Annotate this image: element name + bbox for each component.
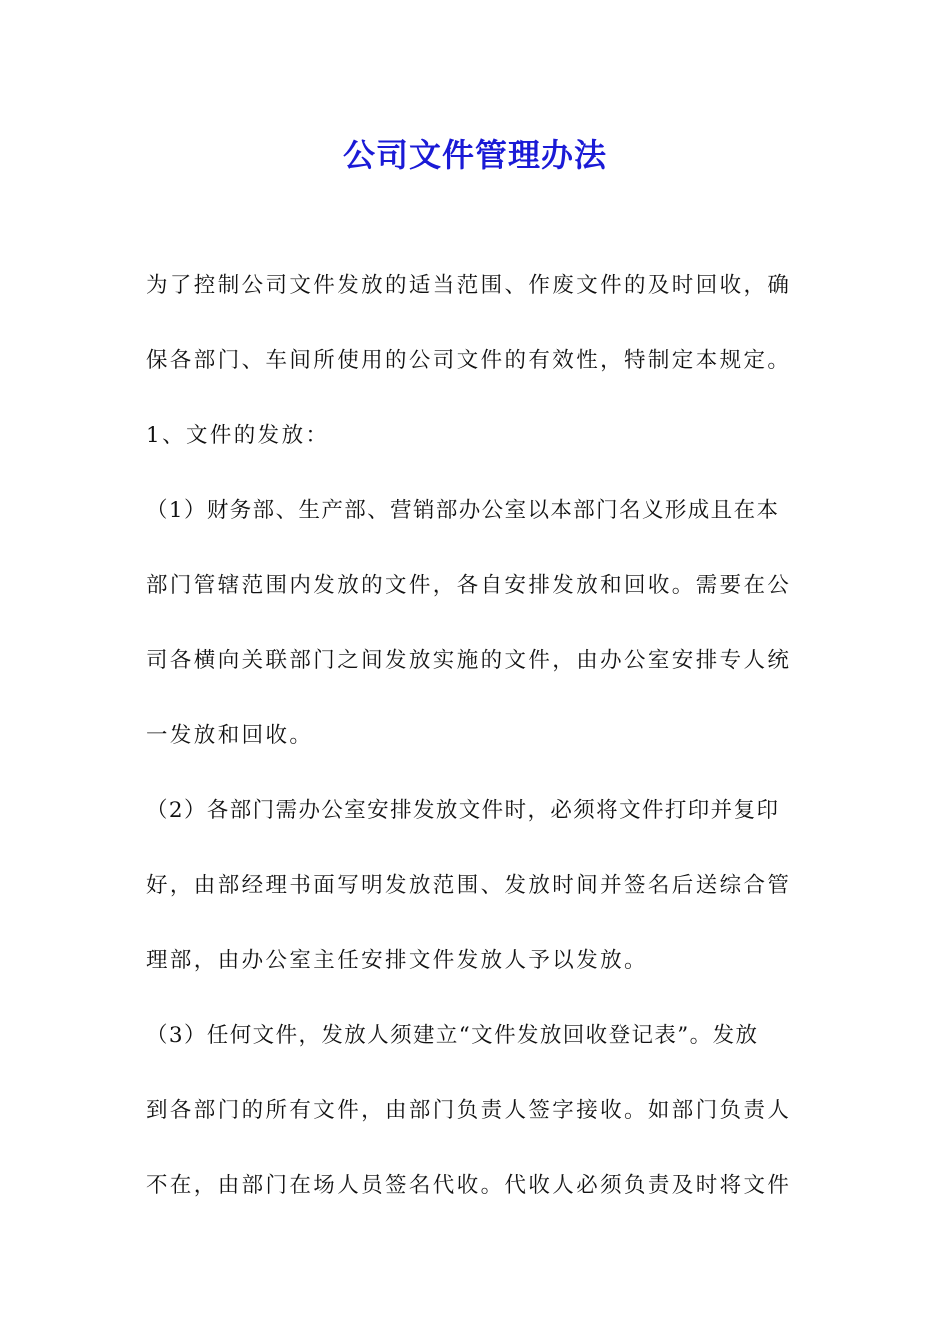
paragraph-line: 理部，由办公室主任安排文件发放人予以发放。 — [146, 948, 648, 973]
section-heading: 1、文件的发放： — [146, 423, 330, 448]
paragraph-line: （2）各部门需办公室安排发放文件时，必须将文件打印并复印 — [146, 798, 780, 823]
paragraph-line: 司各横向关联部门之间发放实施的文件，由办公室安排专人统 — [146, 648, 792, 673]
document-body — [146, 248, 806, 1223]
paragraph-line: 到各部门的所有文件，由部门负责人签字接收。如部门负责人 — [146, 1098, 792, 1123]
paragraph-line: （3）任何文件，发放人须建立“文件发放回收登记表”。发放 — [146, 1023, 759, 1048]
document-title: 公司文件管理办法 — [342, 136, 607, 174]
paragraph-line: 好，由部经理书面写明发放范围、发放时间并签名后送综合管 — [146, 873, 792, 898]
paragraph-line: 部门管辖范围内发放的文件，各自安排发放和回收。需要在公 — [146, 573, 792, 598]
paragraph-line: 保各部门、车间所使用的公司文件的有效性，特制定本规定。 — [146, 348, 792, 373]
paragraph-line: （1）财务部、生产部、营销部办公室以本部门名义形成且在本 — [146, 498, 780, 523]
paragraph-line: 为了控制公司文件发放的适当范围、作废文件的及时回收，确 — [146, 273, 792, 298]
paragraph-line: 不在，由部门在场人员签名代收。代收人必须负责及时将文件 — [146, 1173, 792, 1198]
paragraph-line: 一发放和回收。 — [146, 723, 314, 748]
